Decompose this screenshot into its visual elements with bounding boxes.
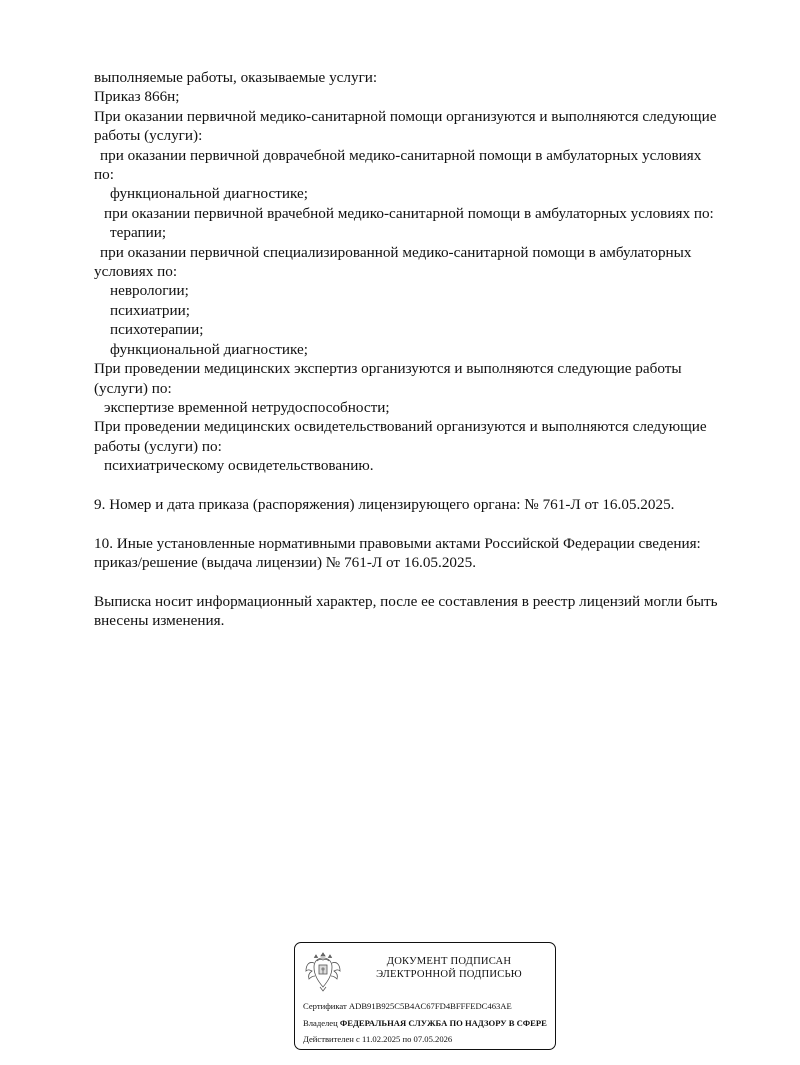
coat-of-arms-icon xyxy=(303,949,343,993)
order-number-item: 9. Номер и дата приказа (распоряжения) лицензирующего органа: № 761-Л от 16.05.2025. xyxy=(94,495,675,513)
other-info-item: 10. Иные установленные нормативными правовыми актами Российской Федерации сведения: xyxy=(94,534,701,552)
text-line: условиях по: xyxy=(94,263,178,281)
stamp-title-line: ДОКУМЕНТ ПОДПИСАН xyxy=(386,956,512,967)
text-line: психотерапии; xyxy=(110,321,204,339)
text-line: При проведении медицинских экспертиз организуются и выполняются следующие работы xyxy=(94,360,682,378)
stamp-title-line: ЭЛЕКТРОННОЙ ПОДПИСЬЮ xyxy=(376,969,522,980)
text-line: работы (услуги): xyxy=(94,127,203,145)
certificate-label: Сертификат xyxy=(303,1001,347,1011)
certificate-value: ADB91B925C5B4AC67FD4BFFFEDC463AE xyxy=(348,1001,512,1011)
text-line: При проведении медицинских освидетельствований организуются и выполняются следующие xyxy=(94,418,707,436)
text-line: Приказ 866н; xyxy=(94,88,180,106)
owner-row xyxy=(303,1018,547,1029)
text-line: функциональной диагностике; xyxy=(110,340,308,358)
owner-label: Владелец xyxy=(303,1018,338,1028)
other-info-item: приказ/решение (выдача лицензии) № 761-Л от 16.05.2025. xyxy=(94,554,476,572)
certificate-row xyxy=(303,1001,512,1012)
stamp-title xyxy=(349,955,549,981)
text-line: психиатрическому освидетельствованию. xyxy=(104,457,374,475)
owner-value: ФЕДЕРАЛЬНАЯ СЛУЖБА ПО НАДЗОРУ В СФЕРЕ xyxy=(339,1018,547,1028)
text-line: функциональной диагностике; xyxy=(110,185,308,203)
text-line: При оказании первичной медико-санитарной помощи организуются и выполняются следующие xyxy=(94,107,717,125)
disclaimer-note: Выписка носит информационный характер, после ее составления в реестр лицензий могли быть xyxy=(94,592,718,610)
disclaimer-note: внесены изменения. xyxy=(94,612,225,630)
text-line: экспертизе временной нетрудоспособности; xyxy=(104,398,390,416)
text-line: выполняемые работы, оказываемые услуги: xyxy=(94,69,378,86)
text-line: работы (услуги) по: xyxy=(94,437,222,455)
electronic-signature-stamp xyxy=(294,942,556,1050)
text-line: психиатрии; xyxy=(110,301,190,319)
text-line: (услуги) по: xyxy=(94,379,172,397)
document-body xyxy=(94,68,764,631)
validity-row: Действителен с 11.02.2025 по 07.05.2026 xyxy=(303,1034,453,1044)
text-line: неврологии; xyxy=(110,282,189,300)
text-line: при оказании первичной врачебной медико-санитарной помощи в амбулаторных условиях по: xyxy=(104,204,714,222)
text-line: терапии; xyxy=(110,224,167,242)
text-line: при оказании первичной доврачебной медико-санитарной помощи в амбулаторных условиях xyxy=(100,146,702,164)
text-line: при оказании первичной специализированной медико-санитарной помощи в амбулаторных xyxy=(100,243,692,261)
text-line: по: xyxy=(94,166,114,184)
